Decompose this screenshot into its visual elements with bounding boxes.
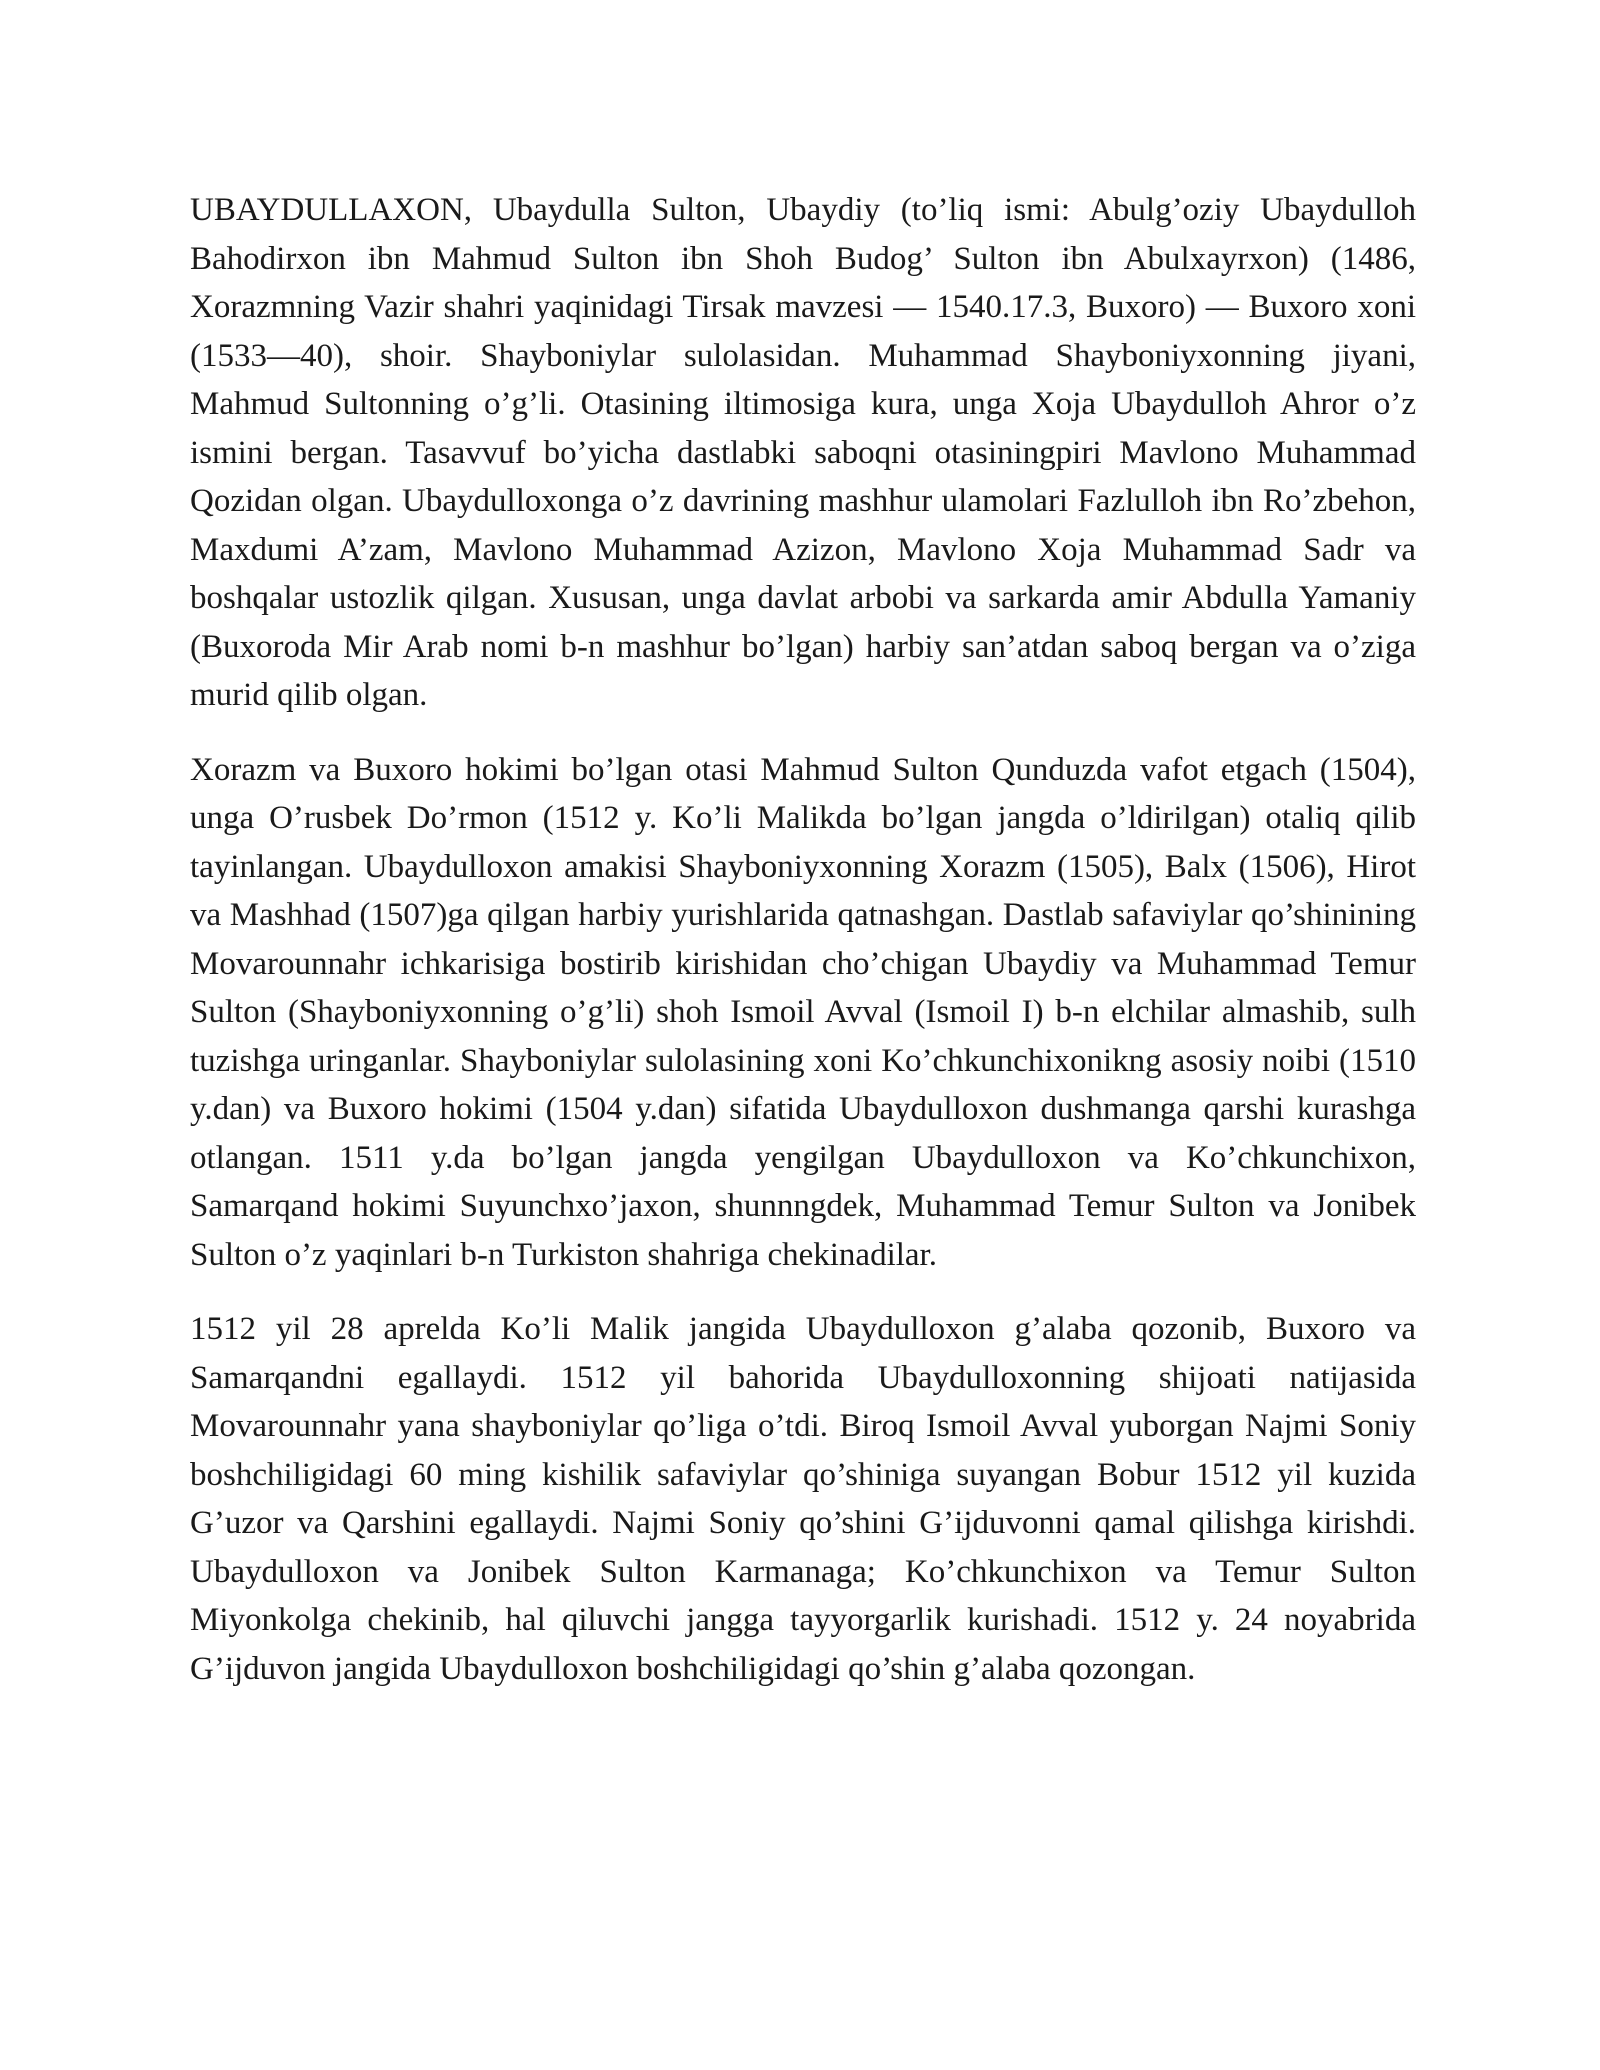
- document-page: [190, 186, 1416, 1719]
- paragraph-1: UBAYDULLAXON, Ubaydulla Sulton, Ubaydiy (to’liq ismi: Abulg’oziy Ubaydulloh Bahodirxon ibn Mahmud Sulton ibn Shoh Budog’ Sulton ibn Abulxayrxon) (1486, Xorazmning Vazir shahri yaqinidagi Tirsak mavzesi — 1540.17.3, Buxoro) — Buxoro xoni (1533—40), shoir. Shayboniylar sulolasidan. Muhammad Shayboniyxonning jiyani, Mahmud Sultonning o’g’li. Otasining iltimosiga kura, unga Xoja Ubaydulloh Ahror o’z ismini bergan. Tasavvuf bo’yicha dastlabki saboqni otasiningpiri Mavlono Muhammad Qozidan olgan. Ubaydulloxonga o’z davrining mashhur ulamolari Fazlulloh ibn Ro’zbehon, Maxdumi A’zam, Mavlono Muhammad Azizon, Mavlono Xoja Muhammad Sadr va boshqalar ustozlik qilgan. Xususan, unga davlat arbobi va sarkarda amir Abdulla Yamaniy (Buxoroda Mir Arab nomi b-n mashhur bo’lgan) harbiy san’atdan saboq bergan va o’ziga murid qilib olgan.: [190, 192, 1416, 713]
- paragraph-3: 1512 yil 28 aprelda Ko’li Malik jangida Ubaydulloxon g’alaba qozonib, Buxoro va Samarqandni egallaydi. 1512 yil bahorida Ubaydulloxonning shijoati natijasida Movarounnahr yana shayboniylar qo’liga o’tdi. Biroq Ismoil Avval yuborgan Najmi Soniy boshchiligidagi 60 ming kishilik safaviylar qo’shiniga suyangan Bobur 1512 yil kuzida G’uzor va Qarshini egallaydi. Najmi Soniy qo’shini G’ijduvonni qamal qilishga kirishdi. Ubaydulloxon va Jonibek Sulton Karmanaga; Ko’chkunchixon va Temur Sulton Miyonkolga chekinib, hal qiluvchi jangga tayyorgarlik kurishadi. 1512 y. 24 noyabrida G’ijduvon jangida Ubaydulloxon boshchiligidagi qo’shin g’alaba qozongan.: [190, 1311, 1416, 1687]
- paragraph-2: Xorazm va Buxoro hokimi bo’lgan otasi Mahmud Sulton Qunduzda vafot etgach (1504), unga O’rusbek Do’rmon (1512 y. Ko’li Malikda bo’lgan jangda o’ldirilgan) otaliq qilib tayinlangan. Ubaydulloxon amakisi Shayboniyxonning Xorazm (1505), Balx (1506), Hirot va Mashhad (1507)ga qilgan harbiy yurishlarida qatnashgan. Dastlab safaviylar qo’shinining Movarounnahr ichkarisiga bostirib kirishidan cho’chigan Ubaydiy va Muhammad Temur Sulton (Shayboniyxonning o’g’li) shoh Ismoil Avval (Ismoil I) b-n elchilar almashib, sulh tuzishga uringanlar. Shayboniylar sulolasining xoni Ko’chkunchixonikng asosiy noibi (1510 y.dan) va Buxoro hokimi (1504 y.dan) sifatida Ubaydulloxon dushmanga qarshi kurashga otlangan. 1511 y.da bo’lgan jangda yengilgan Ubaydulloxon va Ko’chkunchixon, Samarqand hokimi Suyunchxo’jaxon, shunnngdek, Muhammad Temur Sulton va Jonibek Sulton o’z yaqinlari b-n Turkiston shahriga chekinadilar.: [190, 751, 1416, 1273]
